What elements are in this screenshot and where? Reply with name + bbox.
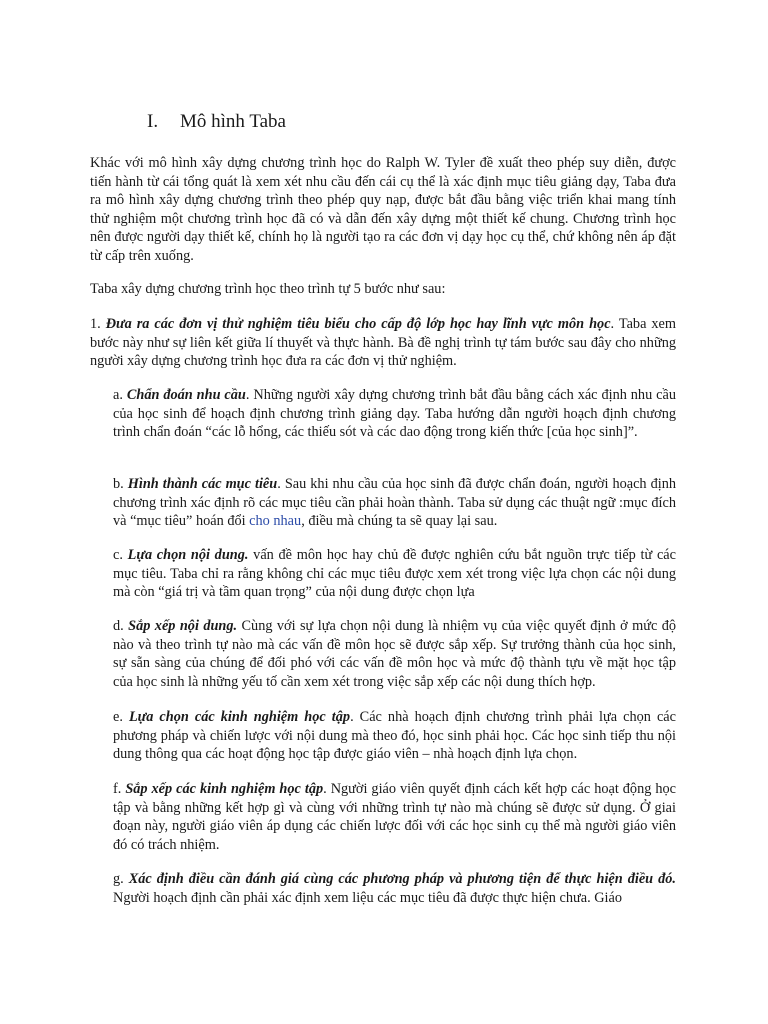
item-a-title: Chẩn đoán nhu cầu (126, 387, 246, 403)
section-heading (147, 110, 286, 134)
item-f-prefix: f. (113, 781, 126, 797)
item-g-title: Xác định điều cần đánh giá cùng các phương pháp và phương tiện để thực hiện điều đó. (128, 871, 676, 887)
item-g-text: Người hoạch định cần phải xác định xem liệu các mục tiêu đã được thực hiện chưa. Giáo (113, 889, 623, 906)
item-b-link[interactable]: cho nhau (249, 513, 302, 530)
item-a-prefix: a. (113, 387, 127, 403)
item-b-text: . Sau khi nhu cầu của học sinh đã được chẩn đoán, người hoạch định chương trình xác định rõ các mục tiêu cần phải hoàn thành. Taba sử dụng các thuật ngữ :mục đích và “mục tiêu” hoán đổi (113, 476, 677, 530)
item-e-text: . Các nhà hoạch định chương trình phải lựa chọn các phương pháp và chiến lược với nội dung mà theo đó, học sinh phải học. Các học sinh tiếp thu nội dung thông qua các hoạt động học tập được giáo viên – nhà hoạch định lựa chọn. (113, 709, 676, 763)
item-g-prefix: g. (113, 871, 129, 887)
item-b-title: Hình thành các mục tiêu (127, 476, 278, 492)
item-a-paragraph (113, 386, 676, 442)
item-e-title: Lựa chọn các kinh nghiệm học tập (128, 709, 351, 725)
intro-paragraph: Khác với mô hình xây dựng chương trình học do Ralph W. Tyler đề xuất theo phép suy diễn, được tiến hành từ cái tổng quát là xem xét nhu cầu đến cái cụ thể là xác định mục tiêu giảng dạy, Taba đưa ra mô hình xây dựng chương trình theo phép quy nạp, được bắt đầu bằng việc triển khai mang tính thử nghiệm một chương trình học đã có và dẫn đến xây dựng một thiết kế chung. Chương trình học nên được người dạy thiết kế, chính họ là người tạo ra các đơn vị dạy học cụ thể, chứ không nên áp đặt từ cấp trên xuống. (90, 155, 676, 264)
step-1-prefix: 1. (90, 316, 106, 332)
item-b-paragraph (113, 475, 676, 531)
item-g-paragraph (113, 870, 676, 907)
item-f-title: Sắp xếp các kinh nghiệm học tập (125, 781, 324, 797)
step-1-text: . Taba xem bước này như sự liên kết giữa lí thuyết và thực hành. Bà đề nghị trình tự tám bước sau đây cho những người xây dựng chương trình học đưa ra các đơn vị thử nghiệm. (90, 316, 677, 370)
item-a-text: . Những người xây dựng chương trình bắt đầu bằng cách xác định nhu cầu của học sinh để hoạch định chương trình giảng dạy. Taba hướng dẫn người hoạch định chương trình chẩn đoán “các lỗ hổng, các thiếu sót và các dao động trong kiến thức [của học sinh]”. (113, 387, 676, 441)
item-d-text: Cùng với sự lựa chọn nội dung là nhiệm vụ của việc quyết định ở mức độ nào và theo trình tự nào mà các vấn đề môn học sẽ được sắp xếp. Sự trưởng thành của học sinh, sự sẵn sàng của chúng để đối phó với các vấn đề môn học và mức độ thành tựu về mặt học tập của học sinh là những yếu tố cần xem xét trong việc sắp xếp các nội dung thích hợp. (113, 618, 676, 690)
item-f-text: . Người giáo viên quyết định cách kết hợp các hoạt động học tập và bằng những kết hợp gì và cùng với những trình tự nào mà chúng sẽ được sử dụng. Ở giai đoạn này, người giáo viên áp dụng các chiến lược đối với các học sinh cụ thể mà người giáo viên đó có trách nhiệm. (113, 781, 676, 853)
item-b-prefix: b. (113, 476, 128, 492)
item-c-prefix: c. (113, 547, 128, 563)
item-e-paragraph (113, 708, 676, 764)
item-e-prefix: e. (113, 709, 129, 725)
item-d-title: Sắp xếp nội dung. (128, 618, 238, 634)
item-c-text: vấn đề môn học hay chủ đề được nghiên cứu bắt nguồn trực tiếp từ các mục tiêu. Taba chỉ ra rằng không chỉ các mục tiêu được xem xét trong việc lựa chọn các nội dung mà còn “giá trị và tầm quan trọng” của nội dung được chọn lựa (113, 547, 676, 601)
step-1-paragraph (90, 315, 676, 371)
item-c-paragraph (113, 546, 676, 602)
item-d-prefix: d. (113, 618, 129, 634)
item-f-paragraph (113, 780, 676, 854)
steps-intro-paragraph: Taba xây dựng chương trình học theo trình tự 5 bước như sau: (90, 281, 446, 297)
heading-title: Mô hình Taba (180, 111, 286, 132)
item-d-paragraph (113, 617, 676, 691)
item-b-text-after: , điều mà chúng ta sẽ quay lại sau. (301, 513, 498, 530)
heading-number: I. (147, 111, 159, 132)
item-c-title: Lựa chọn nội dung. (127, 547, 249, 563)
step-1-title: Đưa ra các đơn vị thử nghiệm tiêu biểu cho cấp độ lớp học hay lĩnh vực môn học (105, 316, 611, 332)
